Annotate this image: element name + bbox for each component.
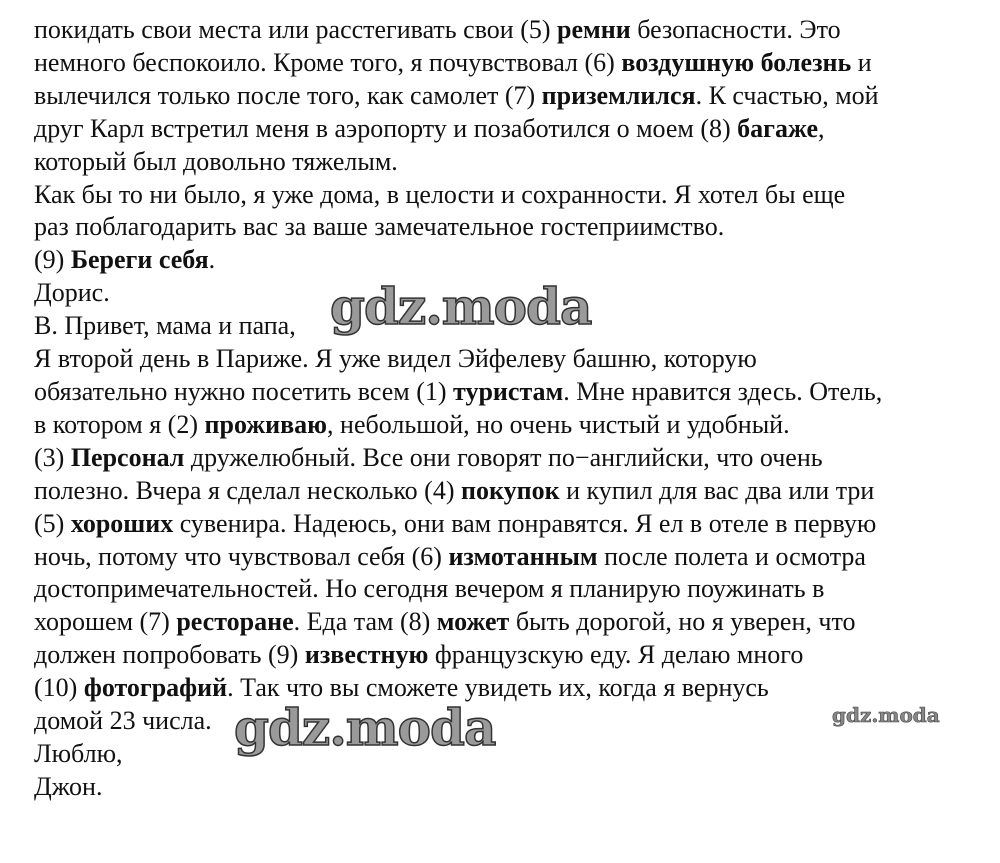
text-segment: немного беспокоило. Кроме того, я почувствовал (6) bbox=[34, 47, 622, 77]
watermark-small: gdz.moda bbox=[832, 703, 940, 727]
text-segment: который был довольно тяжелым. bbox=[34, 146, 398, 176]
text-segment: Люблю, bbox=[34, 738, 123, 768]
text-segment: вылечился только после того, как самолет (7) bbox=[34, 80, 542, 110]
text-segment: и купил для вас два или три bbox=[559, 475, 875, 505]
text-segment: полезно. Вчера я сделал несколько (4) bbox=[34, 475, 461, 505]
text-line bbox=[34, 639, 994, 672]
text-segment: B. Привет, мама и папа, bbox=[34, 311, 296, 341]
answer-word: измотанным bbox=[448, 541, 598, 571]
answer-word: ресторане bbox=[176, 607, 294, 637]
text-segment: (3) bbox=[34, 442, 71, 472]
answer-word: туристам bbox=[453, 376, 564, 406]
text-line bbox=[34, 244, 994, 277]
text-line bbox=[34, 738, 994, 771]
answer-word: может bbox=[436, 607, 510, 637]
text-segment: после полета и осмотра bbox=[597, 541, 866, 571]
text-segment: хорошем (7) bbox=[34, 607, 177, 637]
text-segment: быть дорогой, но я уверен, что bbox=[509, 607, 856, 637]
answer-word: фотографий bbox=[83, 673, 228, 703]
answer-word: покупок bbox=[461, 475, 560, 505]
text-segment: безопасности. Это bbox=[630, 15, 841, 44]
answer-word: Персонал bbox=[70, 442, 185, 472]
text-segment: ночь, потому что чувствовал себя (6) bbox=[34, 541, 449, 571]
text-segment: обязательно нужно посетить всем (1) bbox=[34, 376, 454, 406]
text-line bbox=[34, 343, 994, 376]
text-line bbox=[34, 771, 994, 804]
text-segment: , небольшой, но очень чистый и удобный. bbox=[327, 409, 790, 439]
text-segment: Дорис. bbox=[34, 278, 110, 308]
text-segment: дружелюбный. Все они говорят по−английски, что очень bbox=[184, 442, 823, 472]
text-segment: раз поблагодарить вас за ваше замечательное гостеприимство. bbox=[34, 212, 725, 242]
answer-word: хороших bbox=[70, 508, 174, 538]
text-segment: Как бы то ни было, я уже дома, в целости и сохранности. Я хотел бы еще bbox=[34, 179, 846, 209]
text-line bbox=[34, 606, 994, 639]
watermark-large-top: gdz.moda bbox=[330, 277, 592, 336]
text-segment: . bbox=[208, 245, 216, 275]
text-line bbox=[34, 672, 994, 705]
text-line bbox=[34, 376, 994, 409]
text-segment: (9) bbox=[34, 245, 71, 275]
text-line bbox=[34, 146, 994, 179]
text-segment: друг Карл встретил меня в аэропорту и позаботился о моем (8) bbox=[34, 113, 738, 143]
text-line bbox=[34, 409, 994, 442]
text-segment: французскую еду. Я делаю много bbox=[428, 640, 804, 670]
answer-word: известную bbox=[304, 640, 429, 670]
text-line bbox=[34, 442, 994, 475]
text-line bbox=[34, 475, 994, 508]
text-segment: достопримечательностей. Но сегодня вечером я планирую поужинать в bbox=[34, 574, 825, 604]
document-text bbox=[34, 14, 994, 804]
text-segment: и bbox=[851, 47, 872, 77]
text-line bbox=[34, 14, 994, 47]
answer-word: проживаю bbox=[204, 409, 328, 439]
text-segment: в котором я (2) bbox=[34, 409, 205, 439]
text-line bbox=[34, 573, 994, 606]
watermark-large-bottom: gdz.moda bbox=[234, 698, 496, 757]
text-segment: . Еда там (8) bbox=[293, 607, 437, 637]
text-segment: . К счастью, мой bbox=[695, 80, 879, 110]
text-segment: должен попробовать (9) bbox=[34, 640, 305, 670]
text-line bbox=[34, 211, 994, 244]
answer-word: воздушную болезнь bbox=[621, 47, 852, 77]
text-line bbox=[34, 508, 994, 541]
text-segment: домой 23 числа. bbox=[34, 706, 212, 736]
text-segment: Джон. bbox=[34, 771, 103, 801]
text-segment: , bbox=[818, 113, 825, 143]
text-line bbox=[34, 541, 994, 574]
text-line bbox=[34, 47, 994, 80]
text-line bbox=[34, 179, 994, 212]
text-segment: . Так что вы сможете увидеть их, когда я вернусь bbox=[227, 673, 769, 703]
text-segment: Я второй день в Париже. Я уже видел Эйфелеву башню, которую bbox=[34, 344, 757, 374]
answer-word: Береги себя bbox=[70, 245, 209, 275]
answer-word: багаже bbox=[737, 113, 819, 143]
text-line bbox=[34, 113, 994, 146]
answer-word: ремни bbox=[557, 15, 631, 44]
answer-word: приземлился bbox=[541, 80, 696, 110]
text-line bbox=[34, 80, 994, 113]
text-segment: покидать свои места или расстегивать свои (5) bbox=[34, 15, 558, 44]
text-segment: . Мне нравится здесь. Отель, bbox=[563, 376, 883, 406]
text-segment: (10) bbox=[34, 673, 84, 703]
text-segment: сувенира. Надеюсь, они вам понравятся. Я ел в отеле в первую bbox=[173, 508, 877, 538]
text-segment: (5) bbox=[34, 508, 71, 538]
